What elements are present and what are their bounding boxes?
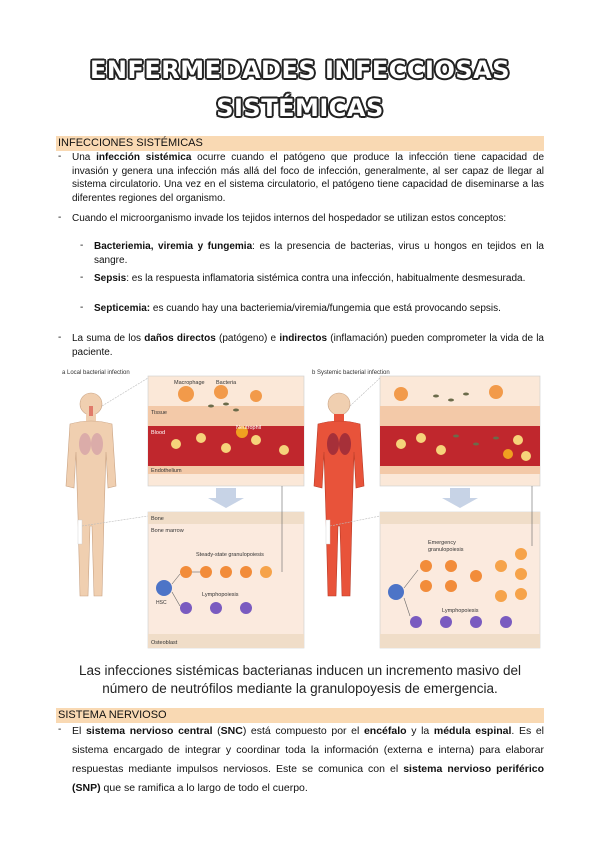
- paragraph-conceptos: Cuando el microorganismo invade los tejidos internos del hospedador se utilizan estos conceptos:: [72, 213, 507, 224]
- paragraph-bacteriemia: Bacteriemia, viremia y fungemia: es la presencia de bacterias, virus u hongos en tejidos en la sangre.: [94, 241, 544, 266]
- page-title-line2: SISTÉMICAS: [216, 94, 384, 122]
- tissue-label: Tissue: [151, 410, 167, 416]
- bullet-dash: -: [58, 332, 62, 343]
- infection-figure: [56, 366, 544, 660]
- bone-marrow-label: Bone marrow: [151, 528, 184, 534]
- paragraph-sepsis: Sepsis: es la respuesta inflamatoria sistémica contra una infección, habitualmente desmesurada.: [94, 273, 526, 284]
- steady-granulopoiesis-label: Steady-state granulopoiesis: [196, 552, 264, 558]
- bullet-dash: -: [80, 272, 84, 283]
- hsc-label: HSC: [156, 600, 167, 606]
- bullet-dash: -: [58, 151, 62, 162]
- bullet-dash: -: [80, 240, 84, 251]
- paragraph-danos: La suma de los daños directos (patógeno) e indirectos (inflamación) pueden comprometer la vida de la paciente.: [72, 333, 544, 358]
- osteoblast-label: Osteoblast: [151, 640, 178, 646]
- paragraph-septicemia: Septicemia: es cuando hay una bacteriemia/viremia/fungemia que está provocando sepsis.: [94, 303, 501, 314]
- body-figure-local: [66, 393, 116, 596]
- emergency-label-1: Emergency: [428, 540, 456, 546]
- panel-b-label: b Systemic bacterial infection: [312, 370, 390, 376]
- endothelium-label: Endothelium: [151, 468, 182, 474]
- panel-b-tissue-box: [380, 376, 540, 486]
- panel-a-marrow-box: [148, 486, 304, 648]
- section-heading-infecciones: INFECCIONES SISTÉMICAS: [56, 136, 544, 151]
- figure-caption: Las infecciones sistémicas bacterianas inducen un incremento masivo del número de neutrófilos mediante la granulopoyesis de emergencia.: [79, 663, 521, 696]
- bullet-dash: -: [80, 302, 84, 313]
- lymphopoiesis-b-label: Lymphopoiesis: [442, 608, 479, 614]
- body-figure-systemic: [314, 393, 364, 596]
- lymphopoiesis-label: Lymphopoiesis: [202, 592, 239, 598]
- blood-label: Blood: [151, 430, 166, 436]
- bullet-dash: -: [58, 212, 62, 223]
- page-title-line1: ENFERMEDADES INFECCIOSAS: [90, 56, 510, 84]
- emergency-label-2: granulopoiesis: [428, 547, 464, 553]
- bullet-dash: -: [58, 724, 62, 735]
- bacteria-label: Bacteria: [216, 380, 237, 386]
- panel-b-marrow-box: [380, 486, 540, 648]
- bone-label: Bone: [151, 516, 164, 522]
- section-heading-sistema-nervioso: SISTEMA NERVIOSO: [56, 708, 544, 723]
- paragraph-snc: El sistema nervioso central (SNC) está compuesto por el encéfalo y la médula espinal. Es el sistema encargado de integrar y coordinar toda la información (externa e interna) para elaborar respuestas mediante impulsos nerviosos. Este se comunica con el sistema nervioso periférico (SNP) que se ramifica a lo largo de todo el cuerpo.: [72, 725, 545, 794]
- panel-a-label: a Local bacterial infection: [62, 370, 130, 376]
- macrophage-label: Macrophage: [174, 380, 205, 386]
- neutrophil-label: Neutrophil: [236, 425, 262, 431]
- paragraph-infeccion-sistemica: Una infección sistémica ocurre cuando el patógeno que produce la infección tiene capacidad de invasión y genera una infección más allá del foco de infección, generalmente, al ser capaz de llegar al sistema circulatorio. Una vez en el sistema circulatorio, el patógeno tiene capacidad de diseminarse a las diferentes regiones del organismo.: [72, 152, 545, 204]
